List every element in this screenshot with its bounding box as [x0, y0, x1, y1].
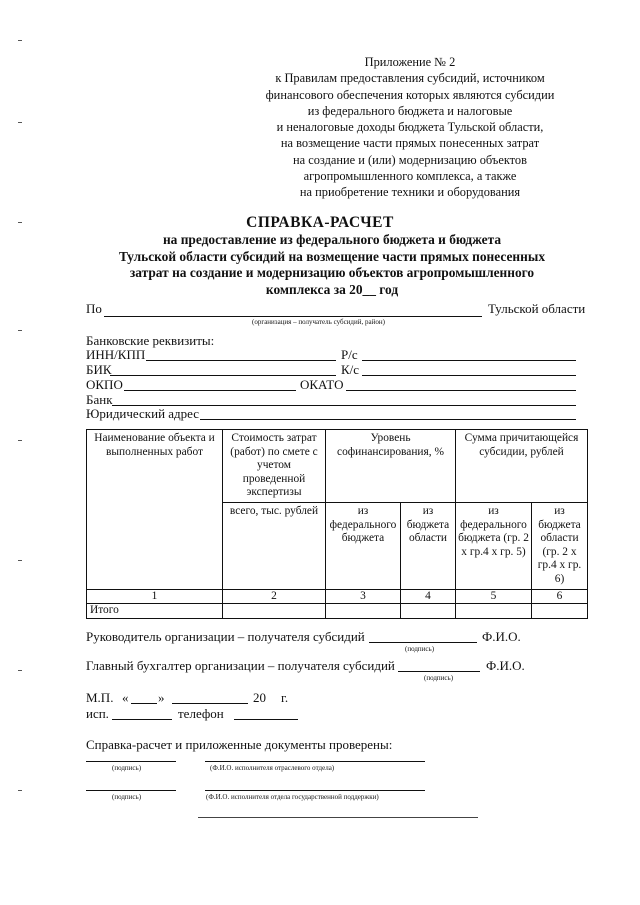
head-signature-field[interactable] [369, 642, 477, 643]
total-cell[interactable] [326, 604, 401, 619]
total-row [87, 604, 588, 619]
subtitle-line: затрат на создание и модернизацию объектов агропромышленного [129, 265, 535, 281]
inn-label: ИНН/КПП [86, 347, 146, 362]
header-subsidy-sum: Сумма причитающейся субсидии, рублей [456, 430, 588, 503]
subheader-level-federal: из федерального бюджета [326, 502, 401, 589]
address-field[interactable] [200, 419, 576, 420]
verifier1-fio-field[interactable] [205, 761, 425, 762]
total-cell[interactable] [456, 604, 532, 619]
date-open-quote: « [122, 690, 129, 705]
annex-line: на приобретение техники и оборудования [299, 185, 521, 200]
subtitle-line: на предоставление из федерального бюджета и бюджета [162, 232, 502, 247]
scan-margin-mark [18, 670, 22, 671]
annex-line: на возмещение части прямых понесенных затрат [280, 136, 540, 151]
header-object: Наименование объекта и выполненных работ [87, 430, 223, 590]
verifier1-signature-field[interactable] [86, 761, 176, 762]
verifier2-signature-caption: (подпись) [112, 793, 142, 801]
bik-label: БИК [86, 362, 112, 377]
verifier2-fio-field[interactable] [205, 790, 425, 791]
scan-margin-mark [18, 40, 22, 41]
annex-line: из федерального бюджета и налоговые [307, 103, 513, 118]
executor-field[interactable] [112, 719, 172, 720]
accountant-signature-caption: (подпись) [424, 674, 454, 682]
annex-line: агропромышленного комплекса, а также [303, 169, 517, 184]
ks-field[interactable] [362, 375, 576, 376]
total-cell[interactable] [532, 604, 588, 619]
accountant-signature-field[interactable] [398, 671, 480, 672]
table-header-row [87, 430, 588, 503]
verifier2-fio-caption: (Ф.И.О. исполнителя отдела государственной поддержки) [206, 793, 379, 801]
head-signature-caption: (подпись) [405, 645, 435, 653]
date-day-field[interactable] [131, 703, 157, 704]
executor-label: исп. [86, 706, 109, 721]
inn-field[interactable] [146, 360, 336, 361]
org-suffix: Тульской области [488, 301, 586, 316]
okato-label: ОКАТО [300, 377, 344, 392]
column-number: 2 [223, 589, 326, 604]
okpo-field[interactable] [124, 390, 296, 391]
annex-line: к Правилам предоставления субсидий, источником [275, 71, 545, 86]
rs-label: Р/с [341, 347, 358, 362]
verifier1-fio-caption: (Ф.И.О. исполнителя отраслевого отдела) [210, 764, 335, 772]
verifier2-signature-field[interactable] [86, 790, 176, 791]
org-prefix: По [86, 301, 102, 316]
total-label: Итого [87, 604, 223, 619]
phone-field[interactable] [234, 719, 298, 720]
verifier1-signature-caption: (подпись) [112, 764, 142, 772]
scan-margin-mark [18, 560, 22, 561]
org-name-field[interactable] [104, 316, 482, 317]
bottom-rule [198, 817, 478, 818]
subheader-level-regional: из бюджета области [401, 502, 456, 589]
date-month-field[interactable] [172, 703, 248, 704]
scan-margin-mark [18, 440, 22, 441]
accountant-label: Главный бухгалтер организации – получателя субсидий [86, 658, 395, 673]
document-subtitle [72, 232, 592, 299]
accountant-fio-label: Ф.И.О. [486, 658, 525, 673]
subheader-sum-regional: из бюджета области (гр. 2 х гр.4 х гр. 6) [532, 502, 588, 589]
phone-label: телефон [178, 706, 224, 721]
address-label: Юридический адрес [86, 406, 200, 421]
annex-line: Приложение № 2 [364, 55, 456, 69]
annex-header [240, 54, 580, 201]
year-suffix: г. [281, 690, 289, 705]
document-title: СПРАВКА-РАСЧЕТ [246, 214, 394, 231]
column-number: 6 [532, 589, 588, 604]
total-cell[interactable] [401, 604, 456, 619]
column-number: 5 [456, 589, 532, 604]
subsidy-table [86, 429, 588, 619]
scan-margin-mark [18, 330, 22, 331]
annex-line: финансового обеспечения которых являются субсидии [265, 87, 555, 102]
verification-text: Справка-расчет и приложенные документы проверены: [86, 737, 393, 752]
okato-field[interactable] [346, 390, 576, 391]
bik-field[interactable] [110, 375, 336, 376]
total-cell[interactable] [223, 604, 326, 619]
year-prefix: 20 [253, 690, 266, 705]
okpo-label: ОКПО [86, 377, 123, 392]
head-fio-label: Ф.И.О. [482, 629, 521, 644]
column-number: 4 [401, 589, 456, 604]
header-cofinancing: Уровень софинансирования, % [326, 430, 456, 503]
column-number-row [87, 589, 588, 604]
ks-label: К/с [341, 362, 360, 377]
scan-margin-mark [18, 790, 22, 791]
header-cost: Стоимость затрат (работ) по смете с учетом проведенной экспертизы [223, 430, 326, 503]
scan-margin-mark [18, 122, 22, 123]
subtitle-line: комплекса за 20__ год [265, 282, 399, 298]
rs-field[interactable] [362, 360, 576, 361]
bank-heading: Банковские реквизиты: [86, 333, 215, 348]
annex-line: и неналоговые доходы бюджета Тульской области, [276, 120, 544, 135]
column-number: 1 [87, 589, 223, 604]
subheader-sum-federal: из федерального бюджета (гр. 2 х гр.4 х гр. 5) [456, 502, 532, 589]
column-number: 3 [326, 589, 401, 604]
subtitle-line: Тульской области субсидий на возмещение части прямых понесенных [118, 248, 546, 264]
head-label: Руководитель организации – получателя субсидий [86, 629, 365, 644]
bank-name-label: Банк [86, 392, 113, 407]
stamp-label: М.П. [86, 690, 114, 705]
annex-line: на создание и (или) модернизацию объектов [293, 152, 527, 167]
org-caption: (организация – получатель субсидий, район) [252, 318, 385, 326]
date-close-quote: » [158, 690, 165, 705]
subheader-cost-total: всего, тыс. рублей [223, 502, 326, 589]
